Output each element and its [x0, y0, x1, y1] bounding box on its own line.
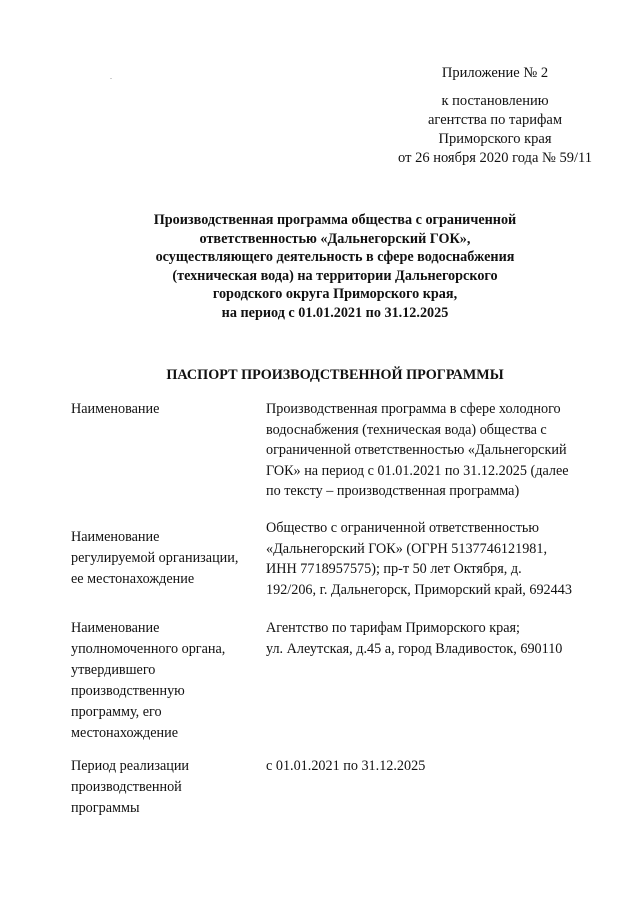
row-label-line: Период реализации [71, 758, 190, 774]
row-value [266, 756, 606, 777]
row-label [71, 399, 261, 420]
row-value-line: 192/206, г. Дальнегорск, Приморский край, 692443 [266, 581, 572, 598]
row-label-line: утвердившего [71, 662, 156, 678]
row-label-line: местонахождение [71, 725, 179, 741]
appendix-number: Приложение № 2 [441, 65, 549, 81]
row-value-line: «Дальнегорский ГОК» (ОГРН 5137746121981, [266, 540, 548, 557]
row-label-line: уполномоченного органа, [71, 641, 226, 657]
row-value-line: Агентство по тарифам Приморского края; [266, 620, 521, 636]
row-label [71, 527, 261, 590]
title-line: на период с 01.01.2021 по 31.12.2025 [221, 304, 449, 321]
row-value [266, 618, 606, 659]
passport-heading: ПАСПОРТ ПРОИЗВОДСТВЕННОЙ ПРОГРАММЫ [166, 367, 504, 383]
row-value-line: ИНН 7718957575); пр-т 50 лет Октября, д. [266, 561, 522, 577]
row-value-line: водоснабжения (техническая вода) общества с [266, 421, 547, 438]
document-title [100, 211, 570, 322]
appendix-line: Приморского края [438, 131, 552, 147]
row-label-line: Наименование [71, 529, 160, 545]
row-label-line: Наименование [71, 620, 160, 636]
title-line: городского округа Приморского края, [212, 286, 458, 302]
row-label-line: программу, его [71, 704, 162, 720]
row-label-line: программы [71, 800, 140, 816]
row-value-line: по тексту – производственная программа) [266, 483, 520, 499]
row-value-line: Производственная программа в сфере холодного [266, 401, 561, 417]
title-line: ответственностью «Дальнегорский ГОК», [199, 230, 471, 247]
row-value-line: Общество с ограниченной ответственностью [266, 520, 539, 536]
appendix-line: к постановлению [441, 93, 549, 109]
row-value [266, 518, 606, 600]
row-label-line: производственной [71, 779, 182, 795]
title-line: осуществляющего деятельность в сфере водоснабжения [155, 249, 515, 265]
title-line: Производственная программа общества с ограниченной [153, 212, 517, 228]
row-value-line: ГОК» на период с 01.01.2021 по 31.12.2025 (далее [266, 462, 569, 479]
row-label [71, 756, 261, 819]
row-value-line: ул. Алеутская, д.45 а, город Владивосток, 690110 [266, 640, 563, 657]
appendix-block [380, 64, 610, 168]
row-label-line: производственную [71, 683, 185, 699]
title-line: (техническая вода) на территории Дальнегорского [172, 267, 498, 284]
appendix-line: агентства по тарифам [428, 112, 562, 128]
row-label-line: ее местонахождение [71, 571, 195, 587]
row-value-line: с 01.01.2021 по 31.12.2025 [266, 758, 426, 774]
appendix-line: от 26 ноября 2020 года № 59/11 [398, 150, 592, 166]
row-label [71, 618, 261, 744]
row-label-line: Наименование [71, 401, 160, 417]
scan-speck [110, 78, 112, 79]
row-value-line: ограниченной ответственностью «Дальнегорский [266, 442, 567, 458]
row-label-line: регулируемой организации, [71, 550, 239, 566]
row-value [266, 399, 606, 502]
